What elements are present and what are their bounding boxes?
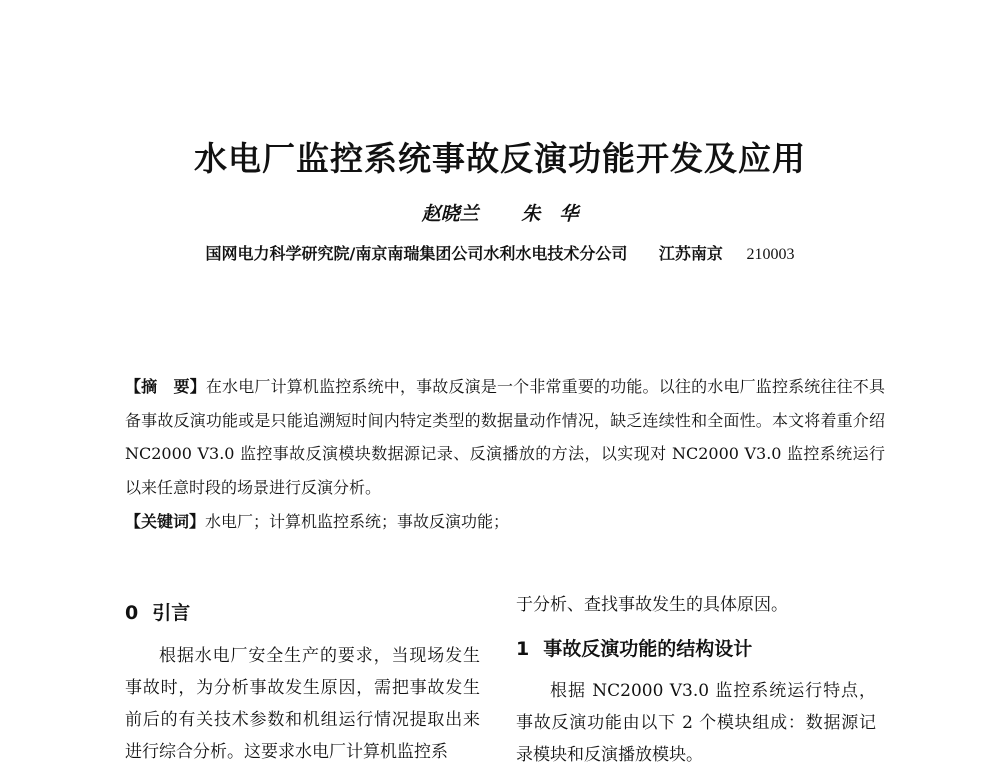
keywords-label: 【关键词】 [125,512,206,531]
affiliation-zip: 210003 [746,246,795,263]
section-0-paragraph: 根据水电厂安全生产的要求，当现场发生事故时，为分析事故发生原因，需把事故发生前后的有关技术参数和机组运行情况提取出来进行综合分析。这要求水电厂计算机监控系 [125,646,480,762]
section-1-heading [516,634,752,661]
abstract-text: 在水电厂计算机监控系统中，事故反演是一个非常重要的功能。以往的水电厂监控系统往往不具备事故反演功能或是只能追溯短时间内特定类型的数据量动作情况，缺乏连续性和全面性。本文将着重介绍 NC2000 V3.0 监控事故反演模块数据源记录、反演播放的方法，以实现对 NC2000 V3.0 监控系统运行以来任意时段的场景进行反演分析。 [125,377,885,497]
right-column-continuation: 于分析、查找事故发生的具体原因。 [516,595,788,615]
abstract-label: 【摘 要】 [125,377,206,396]
affiliation-org: 国网电力科学研究院/南京南瑞集团公司水利水电技术分公司 [205,244,628,263]
author-list [0,199,1000,226]
section-0-number: 0 [125,602,139,624]
section-1-number: 1 [516,638,530,660]
keywords-text: 水电厂；计算机监控系统；事故反演功能； [205,512,510,531]
abstract-block [125,370,885,504]
section-0-title: 引言 [152,602,191,624]
paper-title: 水电厂监控系统事故反演功能开发及应用 [194,139,806,178]
author-1: 赵晓兰 [421,203,479,225]
affiliation [0,241,1000,264]
section-0-heading [125,598,190,625]
affiliation-city: 江苏南京 [658,244,723,263]
section-1-paragraph: 根据 NC2000 V3.0 监控系统运行特点，事故反演功能由以下 2 个模块组成：数据源记录模块和反演播放模块。 [516,681,876,765]
section-1-title: 事故反演功能的结构设计 [543,638,753,660]
keywords-block [125,505,885,538]
author-2: 朱 华 [521,203,579,225]
